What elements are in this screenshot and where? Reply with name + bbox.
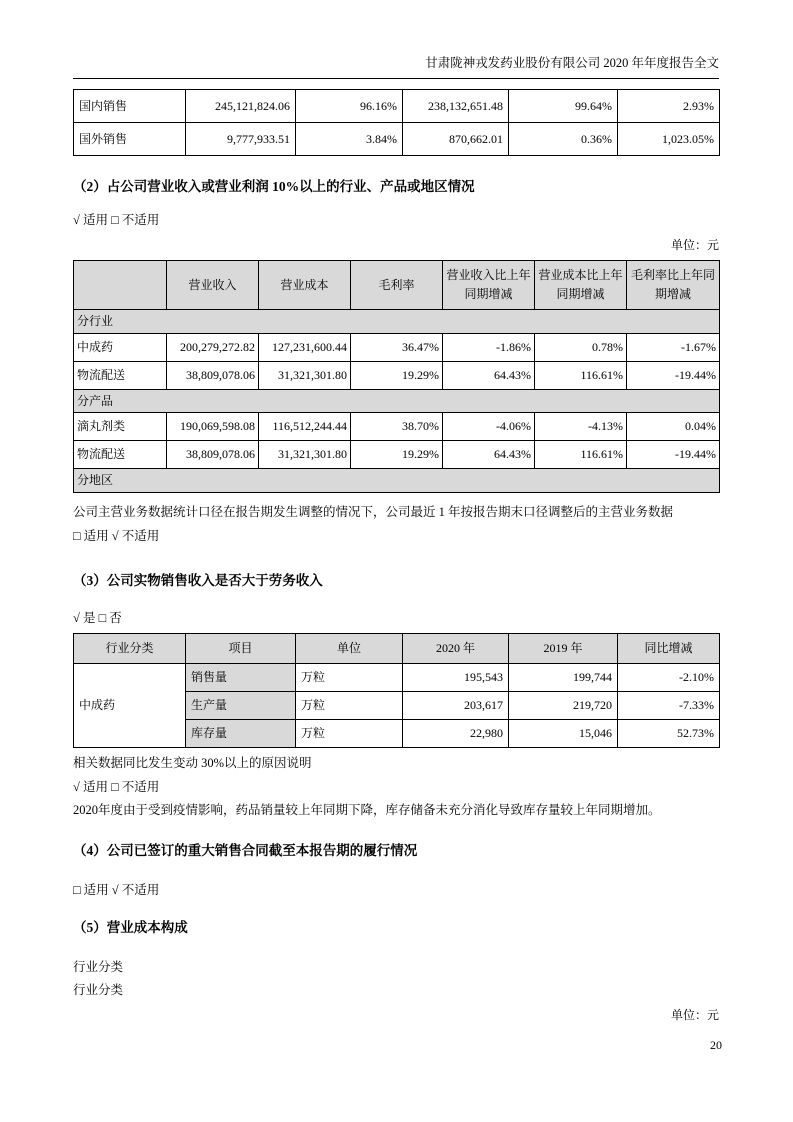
section-row	[74, 389, 720, 413]
table-cell: 38,809,078.06	[167, 441, 259, 469]
section-5-title: （5）营业成本构成	[73, 919, 188, 935]
table-cell: 0.36%	[509, 123, 618, 156]
column-header: 毛利率比上年同期增减	[627, 261, 720, 310]
table-cell: 国内销售	[74, 90, 186, 123]
continued-sales-table	[73, 89, 720, 156]
table-cell: 物流配送	[74, 361, 167, 389]
table-cell: -4.06%	[443, 413, 535, 441]
table-cell: 9,777,933.51	[186, 123, 296, 156]
column-header: 营业成本比上年同期增减	[535, 261, 627, 310]
table-cell: 0.04%	[627, 413, 720, 441]
applicability-line: √ 适用 □ 不适用	[73, 779, 160, 794]
table-cell: 31,321,301.80	[259, 441, 351, 469]
unit-label: 单位：元	[670, 238, 719, 252]
table-cell: -19.44%	[627, 361, 720, 389]
table-cell: 203,617	[403, 691, 509, 719]
industry-cell: 中成药	[74, 663, 186, 747]
section-4-title: （4）公司已签订的重大销售合同截至本报告期的履行情况	[73, 842, 418, 858]
table-cell: 19.29%	[351, 441, 443, 469]
table-cell: 200,279,272.82	[167, 333, 259, 361]
table-cell: 238,132,651.48	[403, 90, 509, 123]
table-row	[74, 333, 720, 361]
table-header-row	[74, 633, 720, 663]
note-text: 2020年度由于受到疫情影响，药品销量较上年同期下降，库存储备未充分消化导致库存量较上年同期增加。	[73, 802, 661, 817]
table-cell: 国外销售	[74, 123, 186, 156]
table-cell: 64.43%	[443, 441, 535, 469]
column-header: 营业成本	[259, 261, 351, 310]
table-cell: -2.10%	[618, 663, 720, 691]
section-row-label: 分地区	[74, 469, 720, 493]
column-header: 单位	[296, 633, 403, 663]
table-cell: 116.61%	[535, 441, 627, 469]
page-number: 20	[710, 1038, 722, 1052]
table-cell: 中成药	[74, 333, 167, 361]
table-cell: 116,512,244.44	[259, 413, 351, 441]
table-cell: 127,231,600.44	[259, 333, 351, 361]
table-cell: -4.13%	[535, 413, 627, 441]
section-row	[74, 310, 720, 334]
column-header: 2020 年	[403, 633, 509, 663]
table-cell: 3.84%	[296, 123, 403, 156]
table-cell: 0.78%	[535, 333, 627, 361]
table-cell: -1.86%	[443, 333, 535, 361]
note-title: 相关数据同比发生变动 30%以上的原因说明	[73, 755, 312, 770]
column-header: 营业收入	[167, 261, 259, 310]
applicability-line: √ 是 □ 否	[73, 610, 122, 625]
table-cell: 滴丸剂类	[74, 413, 167, 441]
table-row	[74, 413, 720, 441]
table-cell: 52.73%	[618, 719, 720, 747]
unit-label: 单位：元	[670, 1007, 719, 1022]
page-content	[73, 0, 719, 1023]
section-row	[74, 469, 720, 493]
table-cell: 64.43%	[443, 361, 535, 389]
note-text: 公司主营业务数据统计口径在报告期发生调整的情况下，公司最近 1 年按报告期末口径调整后的主营业务数据	[73, 504, 674, 519]
table-cell: 36.47%	[351, 333, 443, 361]
table-cell: 1,023.05%	[618, 123, 720, 156]
table-cell: 245,121,824.06	[186, 90, 296, 123]
column-header: 营业收入比上年同期增减	[443, 261, 535, 310]
table-cell: 2.93%	[618, 90, 720, 123]
column-header: 项目	[186, 633, 296, 663]
table-cell: 31,321,301.80	[259, 361, 351, 389]
table-row	[74, 361, 720, 389]
table-cell: 库存量	[186, 719, 296, 747]
column-header: 同比增减	[618, 633, 720, 663]
table-cell: 生产量	[186, 691, 296, 719]
table-cell: -7.33%	[618, 691, 720, 719]
table-cell: 99.64%	[509, 90, 618, 123]
report-header-title: 甘肃陇神戎发药业股份有限公司 2020 年年度报告全文	[73, 0, 719, 79]
industry-product-region-table	[73, 260, 720, 493]
table-cell: 38.70%	[351, 413, 443, 441]
table-row	[74, 90, 720, 123]
table-cell: 870,662.01	[403, 123, 509, 156]
table-cell: 销售量	[186, 663, 296, 691]
physical-sales-table	[73, 633, 720, 748]
classification-line: 行业分类	[73, 982, 124, 997]
table-header-row	[74, 261, 720, 310]
table-cell: 116.61%	[535, 361, 627, 389]
column-header: 毛利率	[351, 261, 443, 310]
section-2-title: （2）占公司营业收入或营业利润 10%以上的行业、产品或地区情况	[73, 179, 475, 194]
column-header: 2019 年	[509, 633, 618, 663]
table-row	[74, 663, 720, 691]
table-cell: 38,809,078.06	[167, 361, 259, 389]
table-cell: 万粒	[296, 691, 403, 719]
table-cell: 219,720	[509, 691, 618, 719]
table-cell: 19.29%	[351, 361, 443, 389]
section-row-label: 分产品	[74, 389, 720, 413]
table-cell: -19.44%	[627, 441, 720, 469]
table-cell: 190,069,598.08	[167, 413, 259, 441]
table-cell: 万粒	[296, 719, 403, 747]
applicability-line: √ 适用 □ 不适用	[73, 213, 160, 227]
column-header: 行业分类	[74, 633, 186, 663]
section-row-label: 分行业	[74, 310, 720, 334]
table-row	[74, 441, 720, 469]
table-cell: 96.16%	[296, 90, 403, 123]
table-cell-empty	[74, 261, 167, 310]
table-cell: 15,046	[509, 719, 618, 747]
table-cell: 22,980	[403, 719, 509, 747]
applicability-line: □ 适用 √ 不适用	[73, 528, 160, 543]
table-cell: 195,543	[403, 663, 509, 691]
table-cell: 万粒	[296, 663, 403, 691]
applicability-line: □ 适用 √ 不适用	[73, 882, 160, 897]
table-cell: 199,744	[509, 663, 618, 691]
table-cell: 物流配送	[74, 441, 167, 469]
classification-line: 行业分类	[73, 959, 124, 974]
section-3-title: （3）公司实物销售收入是否大于劳务收入	[73, 572, 323, 588]
table-row	[74, 123, 720, 156]
table-cell: -1.67%	[627, 333, 720, 361]
